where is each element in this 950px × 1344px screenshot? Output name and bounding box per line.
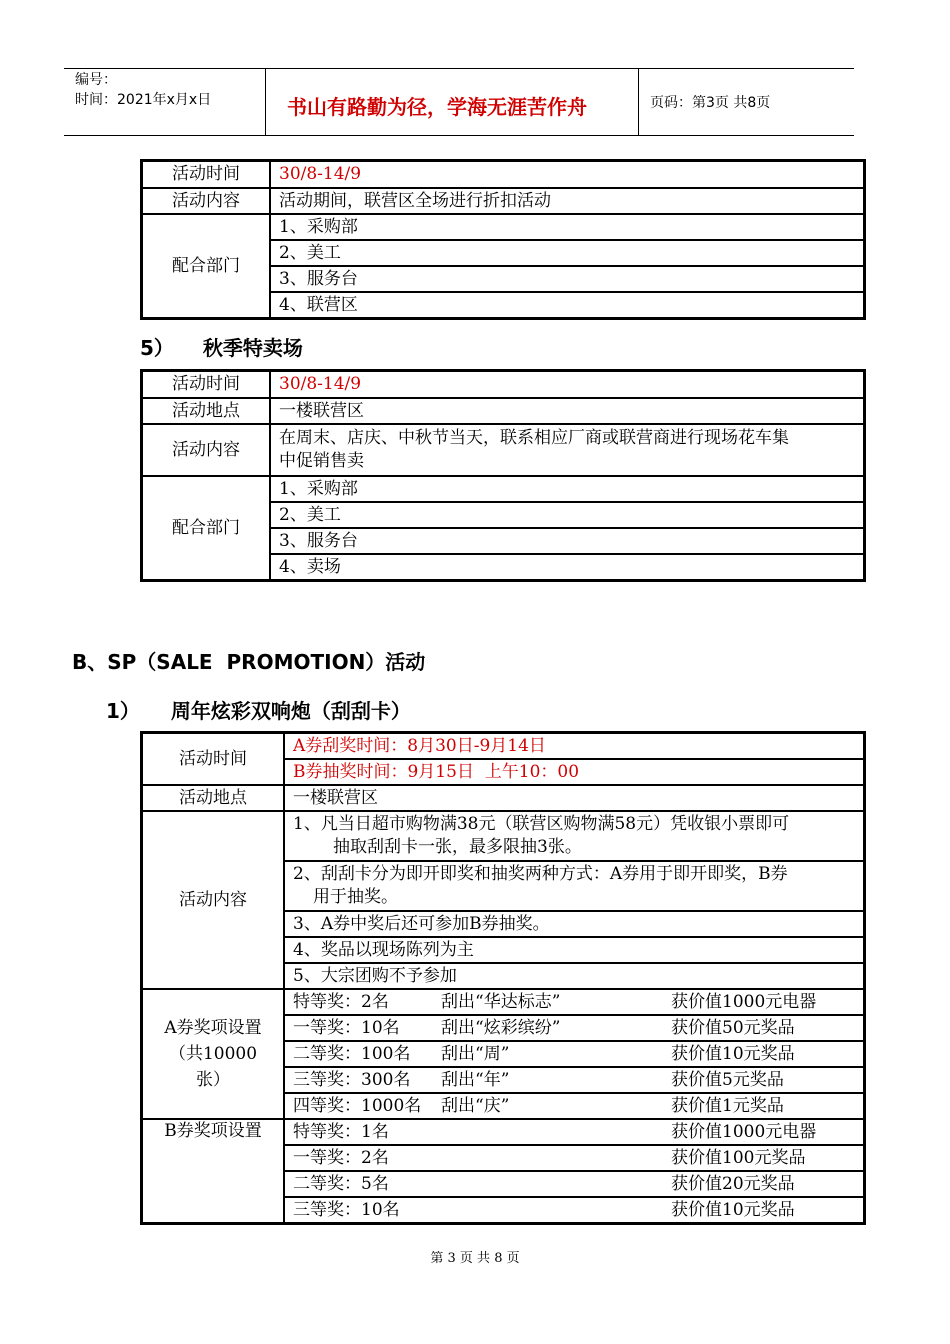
header-bottom-rule <box>64 135 854 136</box>
label-cell <box>142 989 284 1119</box>
content-item: 4、奖品以现场陈列为主 <box>284 937 864 963</box>
label-cell: 活动时间 <box>142 161 270 188</box>
prize-level: 四等奖：1000名 <box>293 1095 422 1116</box>
prize-row <box>284 1093 864 1119</box>
prize-level: 一等奖：2名 <box>293 1147 389 1168</box>
prize-level: 特等奖：1名 <box>293 1121 389 1142</box>
page-footer: 第 3 页 共 8 页 <box>430 1251 520 1266</box>
dept-item: 4、联营区 <box>270 292 864 318</box>
section-heading <box>106 695 411 724</box>
time-b: B券抽奖时间：9月15日 上午10：00 <box>284 759 864 785</box>
label-cell: 活动内容 <box>142 811 284 989</box>
prize-value: 获价值10元奖品 <box>671 1199 795 1220</box>
prize-value: 获价值1元奖品 <box>671 1095 784 1116</box>
prize-row <box>284 989 864 1015</box>
prize-value: 获价值10元奖品 <box>671 1043 795 1064</box>
prize-level: 特等奖：2名 <box>293 991 389 1012</box>
header-top-rule <box>64 68 854 69</box>
label-cell: 活动时间 <box>142 733 284 785</box>
label-cell: 活动地点 <box>142 398 270 424</box>
label-cell: B券奖项设置 <box>142 1119 284 1223</box>
section-b-heading: B、SP（SALE PROMOTION）活动 <box>72 650 426 674</box>
prize-scratch: 刮出“庆” <box>441 1095 510 1116</box>
header-divider <box>638 69 639 135</box>
prize-scratch: 刮出“周” <box>441 1043 510 1064</box>
content-line: 2、刮刮卡分为即开即奖和抽奖两种方式：A券用于即开即奖，B券 <box>293 864 788 884</box>
place-value: 一楼联营区 <box>284 785 864 811</box>
section-title: 秋季特卖场 <box>202 336 303 360</box>
prize-scratch: 刮出“年” <box>441 1069 510 1090</box>
header-motto: 书山有路勤为径，学海无涯苦作舟 <box>287 95 587 119</box>
place-value: 一楼联营区 <box>270 398 864 424</box>
prize-scratch: 刮出“炫彩缤纷” <box>441 1017 561 1038</box>
prize-level: 一等奖：10名 <box>293 1017 400 1038</box>
content-line: 中促销售卖 <box>279 451 364 471</box>
content-value <box>270 424 864 476</box>
a-label-line: 张） <box>196 1070 230 1090</box>
dept-item: 4、卖场 <box>270 554 864 580</box>
doc-number-label: 编号： <box>75 72 117 88</box>
content-item: 3、A券中奖后还可参加B券抽奖。 <box>284 911 864 937</box>
dept-item: 2、美工 <box>270 240 864 266</box>
content-value: 活动期间，联营区全场进行折扣活动 <box>270 188 864 214</box>
label-cell: 活动内容 <box>142 424 270 476</box>
activity-table-2 <box>140 369 866 582</box>
a-label-line: （共10000 <box>168 1044 258 1064</box>
label-cell: 配合部门 <box>142 476 270 580</box>
header-divider <box>265 69 266 135</box>
prize-row <box>284 1171 864 1197</box>
prize-value: 获价值1000元电器 <box>671 1121 817 1142</box>
label-cell: 活动内容 <box>142 188 270 214</box>
dept-item: 2、美工 <box>270 502 864 528</box>
prize-level: 二等奖：5名 <box>293 1173 389 1194</box>
prize-row <box>284 1067 864 1093</box>
prize-row <box>284 1041 864 1067</box>
label-cell: 活动地点 <box>142 785 284 811</box>
section-number: 5） <box>140 336 174 360</box>
time-value: 30/8-14/9 <box>270 371 864 398</box>
section-heading <box>140 332 303 361</box>
page-info: 页码：第3页 共8页 <box>650 95 771 111</box>
dept-item: 3、服务台 <box>270 528 864 554</box>
prize-row <box>284 1015 864 1041</box>
content-item <box>284 811 864 861</box>
prize-level: 三等奖：10名 <box>293 1199 400 1220</box>
content-line: 在周末、店庆、中秋节当天，联系相应厂商或联营商进行现场花车集 <box>279 428 789 448</box>
dept-item: 3、服务台 <box>270 266 864 292</box>
prize-value: 获价值1000元电器 <box>671 991 817 1012</box>
time-a: A券刮奖时间：8月30日-9月14日 <box>284 733 864 759</box>
prize-row <box>284 1197 864 1223</box>
doc-time-label: 时间：2021年x月x日 <box>75 92 212 108</box>
prize-value: 获价值5元奖品 <box>671 1069 784 1090</box>
section-number: 1） <box>106 699 140 723</box>
prize-value: 获价值20元奖品 <box>671 1173 795 1194</box>
section-title: 周年炫彩双响炮（刮刮卡） <box>170 699 411 723</box>
content-item: 5、大宗团购不予参加 <box>284 963 864 989</box>
activity-table-1 <box>140 159 866 320</box>
content-line: 抽取刮刮卡一张，最多限抽3张。 <box>333 837 582 857</box>
prize-value: 获价值50元奖品 <box>671 1017 795 1038</box>
dept-item: 1、采购部 <box>270 476 864 502</box>
label-cell: 活动时间 <box>142 371 270 398</box>
content-line: 用于抽奖。 <box>313 887 398 907</box>
prize-row <box>284 1119 864 1145</box>
prize-row <box>284 1145 864 1171</box>
label-cell: 配合部门 <box>142 214 270 318</box>
prize-level: 二等奖：100名 <box>293 1043 411 1064</box>
scratch-card-table <box>140 731 866 1225</box>
prize-scratch: 刮出“华达标志” <box>441 991 561 1012</box>
prize-level: 三等奖：300名 <box>293 1069 411 1090</box>
dept-item: 1、采购部 <box>270 214 864 240</box>
a-label-line: A券奖项设置 <box>164 1018 262 1038</box>
prize-value: 获价值100元奖品 <box>671 1147 806 1168</box>
time-value: 30/8-14/9 <box>270 161 864 188</box>
content-item <box>284 861 864 911</box>
content-line: 1、凡当日超市购物满38元（联营区购物满58元）凭收银小票即可 <box>293 814 790 834</box>
